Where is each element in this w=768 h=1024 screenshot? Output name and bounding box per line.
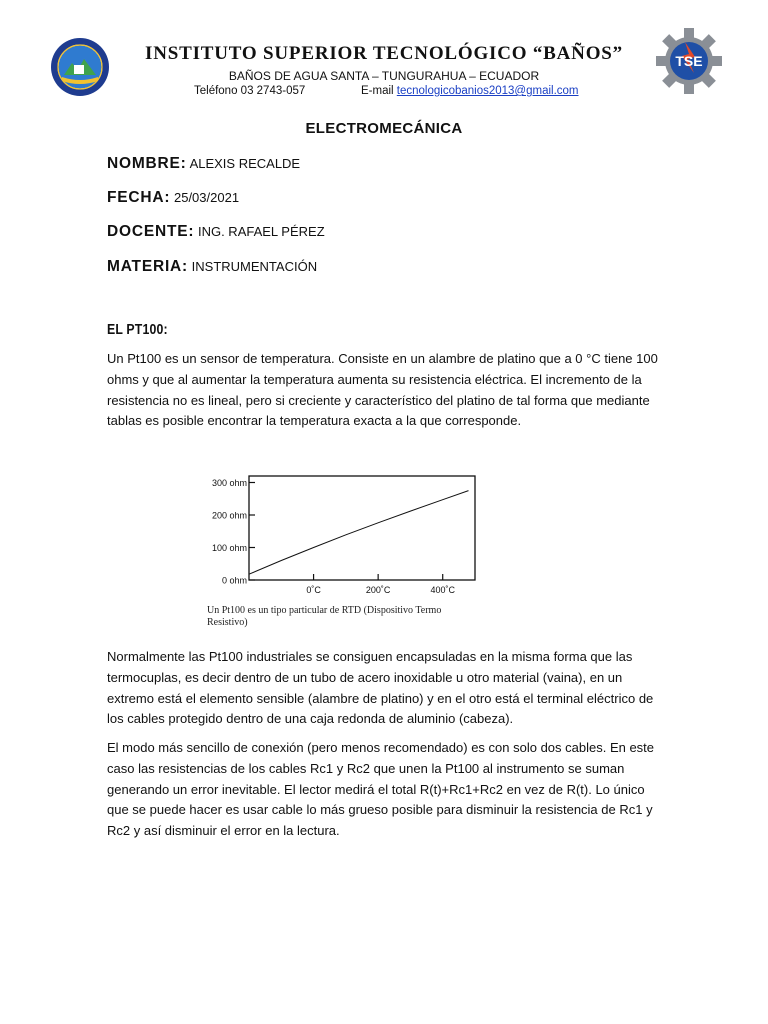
x-tick-label: 200˚C [365, 585, 391, 595]
name-field [107, 155, 300, 173]
name-value: ALEXIS RECALDE [189, 156, 301, 171]
subject-label: MATERIA: [107, 258, 189, 275]
tse-logo-text: TSE [675, 53, 703, 69]
paragraph-encapsulation: Normalmente las Pt100 industriales se consiguen encapsuladas en la misma forma que las termocuplas, es decir dentro de un tubo de acero inoxidable u otro material (vaina), en un extremo está el elemento sensible (alambre de platino) y en el otro está el terminal eléctrico de los cables protegido dentro de una caja redonda de aluminio (cabeza). [107, 649, 654, 727]
teacher-value: ING. RAFAEL PÉREZ [197, 224, 325, 239]
date-label: FECHA: [107, 189, 171, 206]
subject-field [107, 258, 317, 276]
x-tick-label: 0˚C [306, 585, 321, 595]
plot-frame [249, 476, 475, 580]
paragraph-connection: El modo más sencillo de conexión (pero menos recomendado) es con solo dos cables. En este caso las resistencias de los cables Rc1 y Rc2 que unen la Pt100 al instrumento se suman generando un error inevitable. El lector medirá el total R(t)+Rc1+Rc2 en vez de R(t). Lo único que se puede hacer es usar cable lo más grueso posible para disminuir la resistencia de Rc1 y Rc2 y así disminuir el error en la lectura. [107, 740, 655, 839]
institution-email-line [361, 85, 579, 97]
y-tick-label: 200 ohm [211, 510, 247, 521]
email-label: E-mail [361, 85, 397, 97]
section-title: EL PT100: [107, 321, 168, 338]
chart-caption: Un Pt100 es un tipo particular de RTD (Dispositivo Termo Resistivo) [207, 605, 442, 628]
y-tick-label: 300 ohm [211, 478, 247, 488]
institution-name: INSTITUTO SUPERIOR TECNOLÓGICO “BAÑOS” [145, 43, 623, 64]
y-tick-label: 0 ohm [221, 575, 247, 586]
name-label: NOMBRE: [107, 155, 187, 172]
y-tick-label: 100 ohm [211, 543, 247, 553]
tse-gear-logo [656, 28, 722, 94]
institution-phone: Teléfono 03 2743-057 [194, 85, 306, 97]
teacher-field [107, 223, 325, 241]
email-link[interactable]: tecnologicobanios2013@gmail.com [396, 85, 579, 97]
resistance-curve [249, 491, 469, 575]
paragraph-intro: Un Pt100 es un sensor de temperatura. Consiste en un alambre de platino que a 0 °C tiene 100 ohms y que al aumentar la temperatura aumenta su resistencia eléctrica. El incremento de la resistencia no es lineal, pero si creciente y característico del platino de tal forma que mediante tablas es posible encontrar la temperatura exacta a la que corresponde. [107, 351, 658, 429]
document-header [0, 0, 768, 110]
date-field [107, 189, 239, 207]
x-tick-label: 400˚C [430, 585, 455, 595]
subject-value: INSTRUMENTACIÓN [191, 259, 318, 274]
date-value: 25/03/2021 [173, 190, 240, 205]
career-title: ELECTROMECÁNICA [305, 120, 463, 137]
institution-location: BAÑOS DE AGUA SANTA – TUNGURAHUA – ECUADOR [228, 69, 540, 83]
teacher-label: DOCENTE: [107, 223, 195, 240]
